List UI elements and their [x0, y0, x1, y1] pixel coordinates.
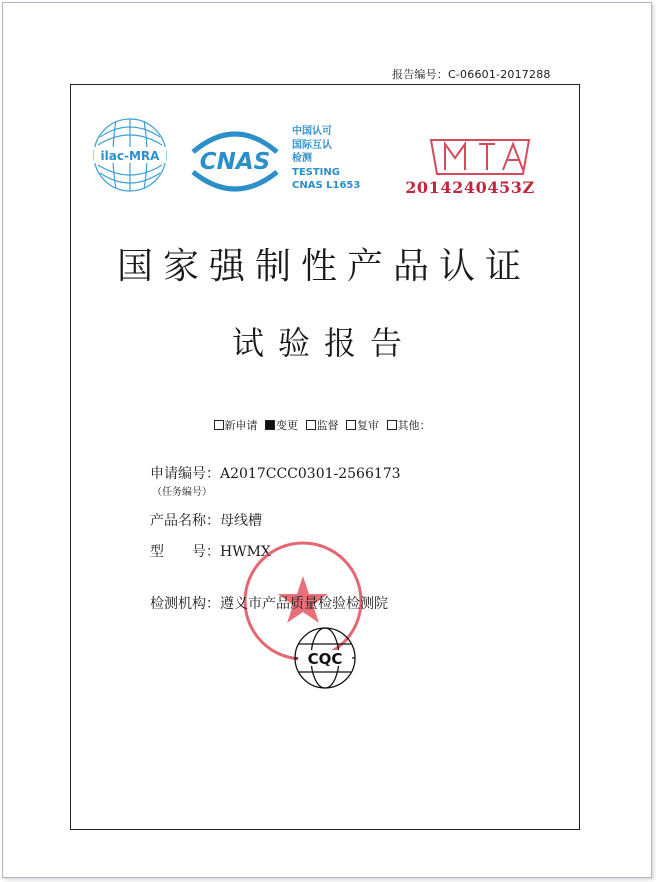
application-number-row: [150, 463, 401, 483]
report-number: 报告编号：C-06601-2017288: [392, 68, 551, 81]
option-label: 变更: [276, 419, 298, 432]
ilac-text: ilac-MRA: [100, 149, 160, 163]
model-value: HWMX: [220, 544, 271, 560]
option-label: 监督: [316, 419, 339, 432]
model-label: 型 号：: [150, 544, 220, 560]
product-name-value: 母线槽: [220, 513, 262, 529]
option-review[interactable]: [346, 419, 379, 432]
title-line-2: 试验报告: [231, 324, 416, 362]
application-number-label: 申请编号：: [150, 466, 220, 482]
checked-checkbox-icon: [265, 420, 275, 430]
option-supervision[interactable]: [306, 419, 339, 432]
cnas-line: TESTING: [292, 166, 340, 178]
cnas-line: 国际互认: [292, 139, 332, 151]
option-other[interactable]: [387, 419, 431, 432]
svg-text:CNAS: CNAS: [199, 149, 271, 175]
checkbox-icon: [387, 420, 397, 430]
cma-code: 2014240453Z: [405, 178, 535, 197]
institution-label: 检测机构：: [150, 596, 220, 612]
product-name-row: [150, 510, 262, 530]
cnas-line: 中国认可: [292, 126, 332, 137]
ilac-mra-logo: [90, 115, 170, 195]
checkbox-icon: [306, 420, 316, 430]
option-label: 复审: [357, 419, 379, 432]
cnas-logo: [185, 124, 285, 194]
application-number-value: A2017CCC0301-2566173: [220, 466, 401, 482]
title-line-1: 国家强制性产品认证: [116, 246, 531, 287]
cma-logo: [425, 130, 535, 180]
task-number-sublabel: （任务编号）: [152, 487, 212, 498]
option-label: 其他：: [397, 419, 431, 432]
application-type-options: [70, 417, 578, 433]
option-label: 新申请: [224, 419, 258, 432]
product-name-label: 产品名称：: [150, 513, 220, 529]
cnas-caption: [292, 125, 372, 193]
svg-text:CQC: CQC: [307, 650, 343, 668]
cnas-line: 检测: [292, 153, 312, 164]
institution-value: 遵义市产品质量检验检测院: [220, 596, 388, 612]
checkbox-icon: [214, 420, 224, 430]
cqc-logo: [284, 626, 366, 690]
institution-row: [150, 593, 388, 613]
checkbox-icon: [346, 420, 356, 430]
option-new[interactable]: [214, 419, 258, 432]
cnas-line: CNAS L1653: [292, 180, 361, 191]
option-change[interactable]: [265, 419, 298, 432]
